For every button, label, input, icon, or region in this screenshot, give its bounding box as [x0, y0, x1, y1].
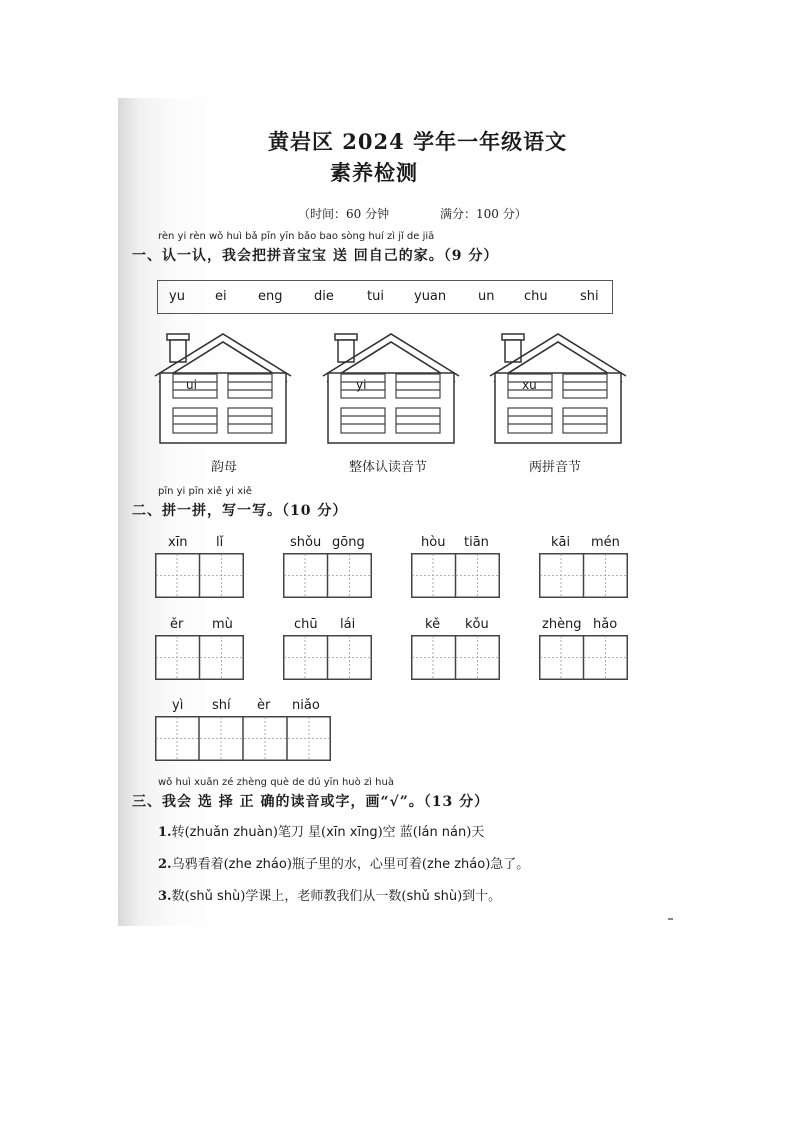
- house-whole-syllables: [321, 330, 461, 446]
- page-subtitle: 素养检测: [330, 160, 418, 185]
- word-pinyin: kāi: [551, 535, 571, 550]
- exam-time: （时间：60 分钟: [298, 207, 390, 221]
- house-example: ui: [186, 378, 197, 392]
- house-example: xu: [522, 378, 537, 392]
- word-pinyin: kǒu: [465, 617, 489, 632]
- word-pinyin: niǎo: [292, 698, 320, 713]
- writing-grid[interactable]: [155, 635, 244, 680]
- syllable-item: chu: [524, 289, 548, 304]
- writing-grid[interactable]: [283, 635, 372, 680]
- section3-title: 三、我会 选 择 正 确的读音或字，画“√”。（13 分）: [132, 794, 490, 810]
- section3-pinyin: wǒ huì xuǎn zé zhèng què de dú yīn huò zì huà: [158, 777, 394, 788]
- exam-score: 满分：100 分）: [440, 207, 527, 221]
- syllable-item: die: [314, 289, 334, 304]
- syllable-item: yuan: [414, 289, 447, 304]
- word-pinyin: tiān: [464, 535, 489, 550]
- section2-title: 二、拼一拼，写一写。（10 分）: [132, 503, 348, 519]
- word-pinyin: lǐ: [216, 535, 224, 550]
- syllable-item: shi: [580, 289, 599, 304]
- word-pinyin: shǒu: [290, 535, 322, 550]
- section1-pinyin: rèn yi rèn wǒ huì bǎ pīn yīn bǎo bao sòng huí zì jǐ de jiā: [158, 231, 435, 242]
- word-pinyin: hǎo: [593, 617, 618, 632]
- writing-grid[interactable]: [539, 553, 628, 598]
- word-pinyin: mén: [591, 535, 620, 550]
- house-two-part-syllables: [488, 330, 628, 446]
- word-pinyin: shí: [212, 698, 231, 713]
- word-pinyin: kě: [425, 617, 441, 632]
- word-pinyin: mù: [212, 617, 233, 632]
- house-label: 两拼音节: [529, 460, 582, 475]
- word-pinyin: ěr: [170, 617, 184, 632]
- section2-pinyin: pīn yi pīn xiě yi xiě: [158, 486, 252, 497]
- word-pinyin: chū: [294, 617, 318, 632]
- writing-grid[interactable]: [283, 553, 372, 598]
- scan-mark: [668, 918, 673, 920]
- syllable-item: ei: [215, 289, 227, 304]
- writing-grid[interactable]: [155, 716, 331, 761]
- word-pinyin: yì: [172, 698, 184, 713]
- house-label: 整体认读音节: [349, 460, 428, 475]
- section1-title: 一、认一认，我会把拼音宝宝 送 回自己的家。（9 分）: [132, 248, 499, 264]
- house-example: yi: [356, 378, 367, 392]
- word-pinyin: lái: [340, 617, 356, 632]
- writing-grid[interactable]: [539, 635, 628, 680]
- word-pinyin: zhèng: [542, 617, 582, 632]
- writing-grid[interactable]: [411, 553, 500, 598]
- word-pinyin: gōng: [332, 535, 365, 550]
- house-label: 韵母: [211, 460, 238, 475]
- writing-grid[interactable]: [411, 635, 500, 680]
- syllable-item: un: [478, 289, 495, 304]
- house-finals: [153, 330, 293, 446]
- writing-grid[interactable]: [155, 553, 244, 598]
- syllable-item: yu: [169, 289, 185, 304]
- syllable-item: eng: [258, 289, 283, 304]
- question-2: 2.乌鸦看着(zhe zháo)瓶子里的水，心里可着(zhe zháo)急了。: [158, 857, 530, 872]
- word-pinyin: èr: [257, 698, 271, 713]
- question-3: 3.数(shǔ shù)学课上，老师教我们从一数(shǔ shù)到十。: [158, 889, 502, 904]
- word-pinyin: hòu: [421, 535, 446, 550]
- word-pinyin: xīn: [168, 535, 188, 550]
- question-1: 1.转(zhuǎn zhuàn)笔刀 星(xīn xīng)空 蓝(lán nán)天: [158, 825, 485, 840]
- syllable-item: tui: [367, 289, 384, 304]
- page-title: 黄岩区 2024 学年一年级语文: [268, 129, 568, 154]
